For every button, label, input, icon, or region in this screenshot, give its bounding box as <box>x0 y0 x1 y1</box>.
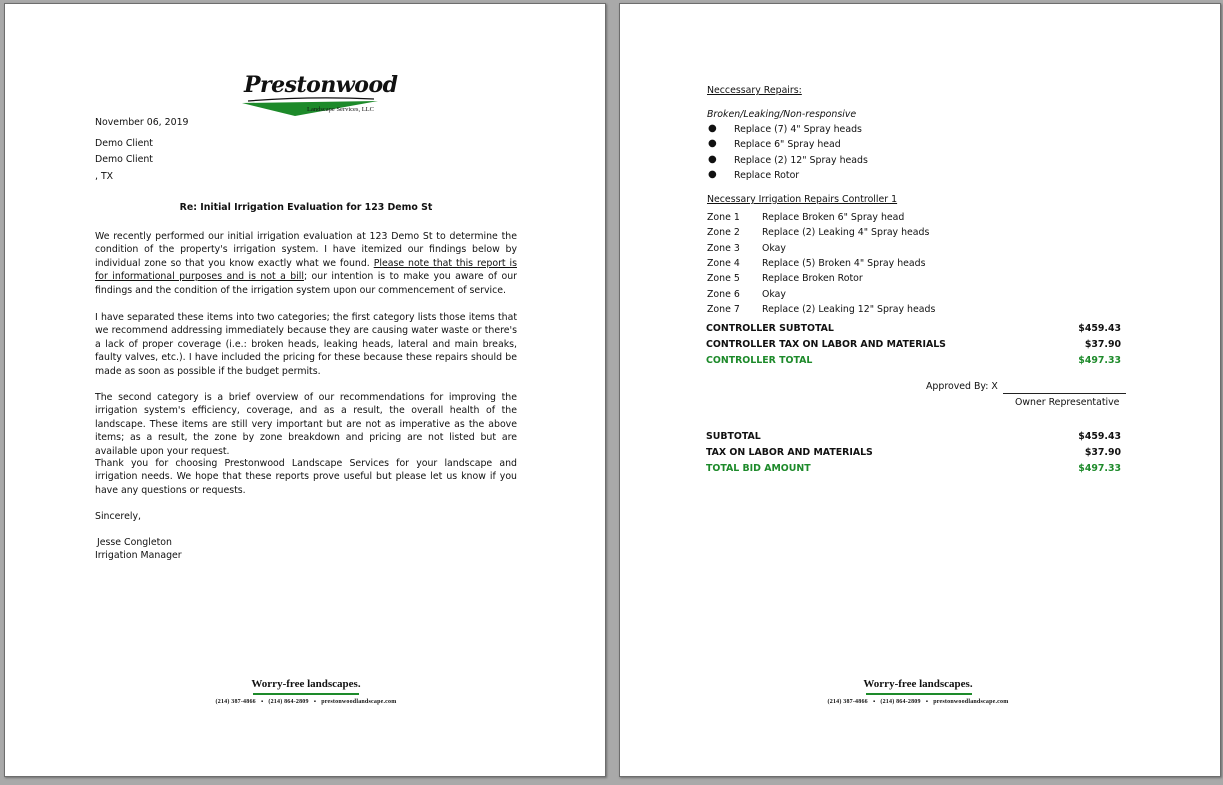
zone-row: Zone 3 Okay <box>707 243 786 254</box>
subtotal-row: SUBTOTAL $459.43 <box>706 431 1121 442</box>
zone-row: Zone 1 Replace Broken 6" Spray head <box>707 212 905 223</box>
logo-subtitle: Landscape Services, LLC <box>307 106 374 113</box>
repairs-page <box>619 3 1221 777</box>
list-item: Replace (2) 12" Spray heads <box>734 155 868 166</box>
subtotal-value: $459.43 <box>1078 431 1121 442</box>
closing: Sincerely, <box>95 511 141 522</box>
controller-heading: Necessary Irrigation Repairs Controller 1 <box>707 194 898 205</box>
informational-note: Please note that this report is for informational purposes and is not a bill <box>95 257 517 283</box>
company-logo <box>240 72 398 122</box>
bullet-icon: ● <box>708 123 717 134</box>
letter-subject: Re: Initial Irrigation Evaluation for 123 Demo St <box>179 202 433 213</box>
logo-wordmark: Prestonwood <box>244 72 398 98</box>
paragraph-1: We recently performed our initial irrigation evaluation at 123 Demo St to determine the condition of the property's irrigation system. I have itemized our findings below by individual zone so that you know exactly what we found. Please note that this report is for informational purposes and is not a bill; our intention is to make you aware of our findings and the condition of the irrigation system upon our commencement of service. <box>95 231 517 296</box>
repairs-category: Broken/Leaking/Non-responsive <box>707 109 857 120</box>
zone-row: Zone 6 Okay <box>707 289 786 300</box>
bullet-icon: ● <box>708 169 717 180</box>
zone-row: Zone 7 Replace (2) Leaking 12" Spray heads <box>707 304 936 315</box>
controller-total-value: $497.33 <box>1078 355 1121 366</box>
list-item: Replace Rotor <box>734 170 800 181</box>
client-line-1: Demo Client <box>95 138 153 149</box>
signer-name: Jesse Congleton <box>97 537 172 548</box>
paragraph-3: The second category is a brief overview of our recommendations for improving the irrigation system's efficiency, coverage, and as a result, the overall health of the landscape. These items are still very important but are not as imperative as the above items; as a result, the zone by zone breakdown and pricing are not listed but are available upon your request. <box>95 392 517 457</box>
owner-representative-label: Owner Representative <box>1015 397 1120 408</box>
footer-contact: (214) 387-4866 ▪ (214) 864-2809 ▪ prestonwoodlandscape.com <box>827 699 1009 705</box>
footer-divider <box>866 693 972 695</box>
signature-line <box>1003 393 1126 394</box>
footer-contact: (214) 387-4866 ▪ (214) 864-2809 ▪ prestonwoodlandscape.com <box>215 699 397 705</box>
approved-by-label: Approved By: X <box>926 381 998 392</box>
zone-row: Zone 5 Replace Broken Rotor <box>707 273 863 284</box>
controller-subtotal-row: CONTROLLER SUBTOTAL $459.43 <box>706 323 1121 334</box>
zone-row: Zone 2 Replace (2) Leaking 4" Spray heads <box>707 227 930 238</box>
paragraph-4: Thank you for choosing Prestonwood Landscape Services for your landscape and irrigation needs. We hope that these reports prove useful but please let us know if you have any questions or requests. <box>95 458 517 496</box>
list-item: Replace (7) 4" Spray heads <box>734 124 862 135</box>
tax-row: TAX ON LABOR AND MATERIALS $37.90 <box>706 447 1121 458</box>
letter-date: November 06, 2019 <box>95 117 189 128</box>
bullet-icon: ● <box>708 138 717 149</box>
footer-divider <box>253 693 359 695</box>
signer-title: Irrigation Manager <box>95 550 182 561</box>
controller-tax-row: CONTROLLER TAX ON LABOR AND MATERIALS $37.90 <box>706 339 1121 350</box>
list-item: Replace 6" Spray head <box>734 139 841 150</box>
bullet-icon: ● <box>708 154 717 165</box>
client-line-3: , TX <box>95 171 114 182</box>
controller-tax-value: $37.90 <box>1084 339 1121 350</box>
controller-subtotal-value: $459.43 <box>1078 323 1121 334</box>
total-bid-value: $497.33 <box>1078 463 1121 474</box>
controller-total-row: CONTROLLER TOTAL $497.33 <box>706 355 1121 366</box>
zone-row: Zone 4 Replace (5) Broken 4" Spray heads <box>707 258 926 269</box>
client-line-2: Demo Client <box>95 154 153 165</box>
repairs-heading: Neccessary Repairs: <box>707 85 802 96</box>
footer-tagline: Worry-free landscapes. <box>863 678 973 690</box>
letter-page <box>4 3 606 777</box>
paragraph-2: I have separated these items into two categories; the first category lists those items that we recommend addressing immediately because they are causing water waste or there's a lack of proper coverage (i.e.: broken heads, leaking heads, lateral and main breaks, faulty valves, etc.). I have included the pricing for these because these repairs should be made as soon as possible if the budget permits. <box>95 312 517 377</box>
total-bid-row: TOTAL BID AMOUNT $497.33 <box>706 463 1121 474</box>
tax-value: $37.90 <box>1084 447 1121 458</box>
footer-tagline: Worry-free landscapes. <box>251 678 361 690</box>
